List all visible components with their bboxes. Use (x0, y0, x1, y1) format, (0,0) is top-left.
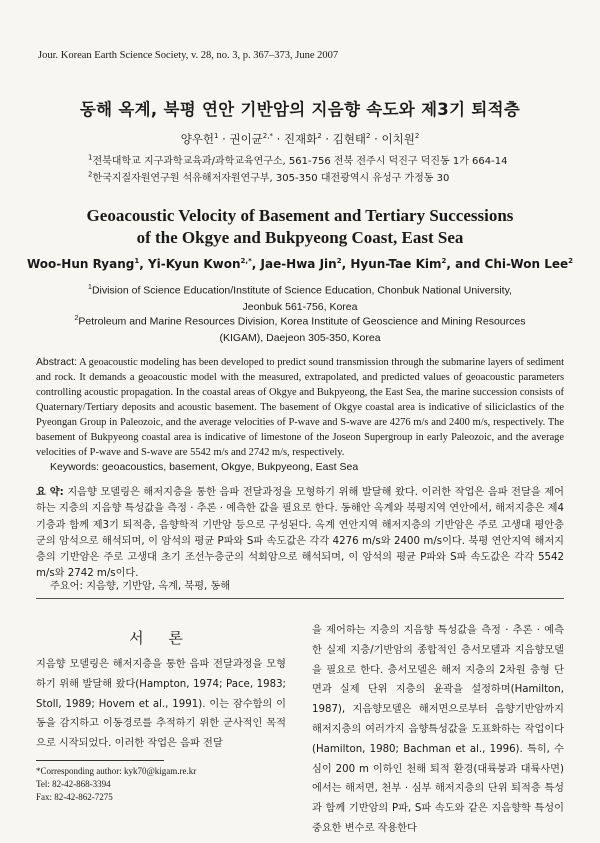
footnote-rule (36, 760, 164, 761)
abstract (36, 355, 564, 460)
author-separator: · (218, 132, 230, 146)
author-separator: · (272, 132, 284, 146)
en-author-2-sup: 2,* (240, 257, 252, 265)
section-heading-introduction: 서 론 (129, 629, 193, 647)
journal-header: Jour. Korean Earth Science Society, v. 28, no. 3, p. 367–373, June 2007 (38, 50, 339, 61)
keywords (50, 461, 358, 473)
author-separator: · (321, 132, 333, 146)
en-author-1-sup: 1 (134, 257, 140, 265)
korean-keywords (50, 577, 230, 592)
english-title-line-2: of the Okgye and Bukpyeong Coast, East Sea (136, 228, 464, 247)
fax: Fax: 82-42-862-7275 (36, 792, 113, 802)
ko-aff-1-sup: 1 (88, 153, 93, 162)
corresponding-author: *Corresponding author: kyk70@kigam.re.kr (36, 766, 197, 776)
en-aff-1-sup: 1 (88, 284, 92, 291)
korean-abstract-label: 요 약: (36, 487, 64, 498)
en-aff-2-line-2: (KIGAM), Daejeon 305-350, Korea (219, 331, 381, 344)
section-divider (36, 598, 564, 599)
en-author-4: Hyun-Tae Kim (350, 257, 442, 271)
keywords-label: Keywords: (50, 461, 100, 473)
ko-author-1-sup: 1 (214, 132, 219, 141)
en-author-3: Jae-Hwa Jin (260, 257, 337, 271)
en-author-1: Woo-Hun Ryang (27, 257, 135, 271)
english-authors: Woo-Hun Ryang$^1$, Yi-Kyun Kwon$^{2,*}$, Jae-Hwa Jin$^2$, Hyun-Tae Kim$^2$, and Chi-Won Lee$^2$ (27, 257, 573, 271)
author-separator: · (370, 132, 382, 146)
intro-left-column: 지음향 모델링은 해저지층을 통한 음파 전달과정을 모형하기 위해 발달해 왔다(Hampton, 1974; Pace, 1983; Stoll, 1989; Hovem et al., 1991). 이는 잠수함의 이동을 감지하고 이동경로를 추적하기 위한 군사적인 목적으로 시작되었다. 이러한 작업은 음파 전달 (36, 659, 286, 750)
ko-author-2-sup: 2,* (262, 132, 273, 141)
keywords-text: geoacoustics, basement, Okgye, Bukpyeong, East Sea (101, 461, 359, 473)
korean-keywords-text: 지음향, 기반암, 옥계, 북평, 동해 (86, 581, 231, 592)
intro-right-column: 을 제어하는 지층의 지음향 특성값을 측정 · 추론 · 예측한 실제 지층/기반암의 종합적인 층서모델과 지음향모델을 필요로 한다. 층서모델은 해저 지층의 2차원 층형 단면과 실제 단위 지층의 윤곽을 설정하며(Hamilton, 1987), 지음향모델은 해저면으로부터 음향기반암까지 해저지층의 여러가지 음향특성값을 도표화하는 작업이다(Hamilton, 1980; Bachman et al., 1996). 특히, 수심이 200 m 이하인 천해 퇴적 환경(대륙붕과 대륙사면)에서는 해저면, 천부 · 심부 해저지층의 단위 퇴적층 특성과 함께 기반암의 P파, S파 속도와 같은 지음향학 특성이 중요한 변수로 작용한다 (312, 625, 564, 834)
ko-author-1: 양우헌 (180, 132, 215, 146)
telephone: Tel: 82-42-868-3394 (36, 779, 111, 789)
abstract-label: Abstract: (36, 357, 77, 368)
en-author-5-sup: 2 (568, 257, 573, 265)
korean-authors (0, 131, 600, 147)
english-title-line-1: Geoacoustic Velocity of Basement and Tertiary Successions (86, 206, 514, 225)
en-aff-2-sup: 2 (74, 315, 79, 322)
en-aff-1-line-1: Division of Science Education/Institute of Science Education, Chonbuk National University, (91, 284, 512, 297)
ko-author-4: 김현태 (332, 132, 367, 146)
korean-affiliation-1 (88, 152, 507, 167)
ko-aff-2-sup: 2 (88, 170, 93, 179)
en-author-5: Chi-Won Lee (484, 257, 569, 271)
en-author-4-sup: 2 (441, 257, 447, 265)
en-author-3-sup: 2 (336, 257, 342, 265)
ko-aff-1-text: 전북대학교 지구과학교육과/과학교육연구소, 561-756 전북 전주시 덕진구 덕진동 1가 664-14 (92, 156, 508, 167)
ko-author-2: 권이균 (229, 132, 263, 146)
korean-keywords-label: 주요어: (50, 581, 83, 592)
en-aff-1-line-2: Jeonbuk 561-756, Korea (242, 300, 358, 313)
ko-author-3-sup: 2 (317, 132, 322, 141)
english-affiliation-1 (60, 280, 540, 315)
abstract-text: A geoacoustic modeling has been developed to predict sound transmission through the submarine layers of sediment and rock. It demands a geoacoustic model with the measured, extrapolated, and predicted values of geoacoustic parameters controlling acoustic propagation. In the coastal areas of Okgye and Bukpyeong, the East Sea, the marine succession consists of Quaternary/Tertiary deposits and acoustic basement. The basement of Okgye coastal area is indicative of siliciclastics of the Pyeongan Group in Paleozoic, and the average velocities of P-wave and S-wave are 4276 m/s and 2400 m/s, respectively. The basement of Bukpyeong coastal area is indicative of limestone of the Joseon Supergroup in early Paleozoic, and the average velocities of P-wave and S-wave are 5542 m/s and 2742 m/s, respectively. (36, 357, 564, 458)
ko-aff-2-text: 한국지질자원연구원 석유해저자원연구부, 305-350 대전광역시 유성구 가정동 30 (92, 173, 450, 184)
ko-author-3: 진재화 (283, 132, 318, 146)
ko-author-5: 이치원 (381, 132, 415, 146)
ko-author-4-sup: 2 (366, 132, 371, 141)
korean-abstract-text: 지음향 모델링은 해저지층을 통한 음파 전달과정을 모형하기 위해 발달해 왔다. 이러한 작업은 음파 전달을 제어하는 지층의 지음향 특성값을 측정 · 추론 · 예측한 값을 필요로 한다. 동해안 옥계와 북평지역 연안에서, 해저지층은 제4기층과 함께 제3기 퇴적층, 음향학적 기반암 등으로 구성된다. 옥계 연안지역 해저지층의 기반암은 주로 고생대 평안층군의 암석으로 해석되며, 이 암석의 평균 P파와 S파 속도값은 각각 4276 m/s와 2400 m/s이다. 북평 연안지역 해저지층의 기반암은 주로 고생대 초기 조선누층군의 석회암으로 해석되며, 이 암석의 평균 P파와 S파 속도값은 각각 5542 m/s와 2742 m/s이다. (36, 487, 564, 580)
korean-abstract (36, 485, 564, 583)
korean-title: 동해 옥계, 북평 연안 기반암의 지음향 속도와 제3기 퇴적층 (79, 100, 521, 119)
en-aff-2-line-1: Petroleum and Marine Resources Division, Korea Institute of Geoscience and Mining Resources (78, 315, 526, 328)
ko-author-5-sup: 2 (414, 132, 420, 141)
english-affiliation-2 (60, 311, 540, 346)
en-author-2: Yi-Kyun Kwon (147, 257, 241, 271)
korean-affiliation-2 (88, 169, 449, 184)
footnote (36, 765, 196, 804)
